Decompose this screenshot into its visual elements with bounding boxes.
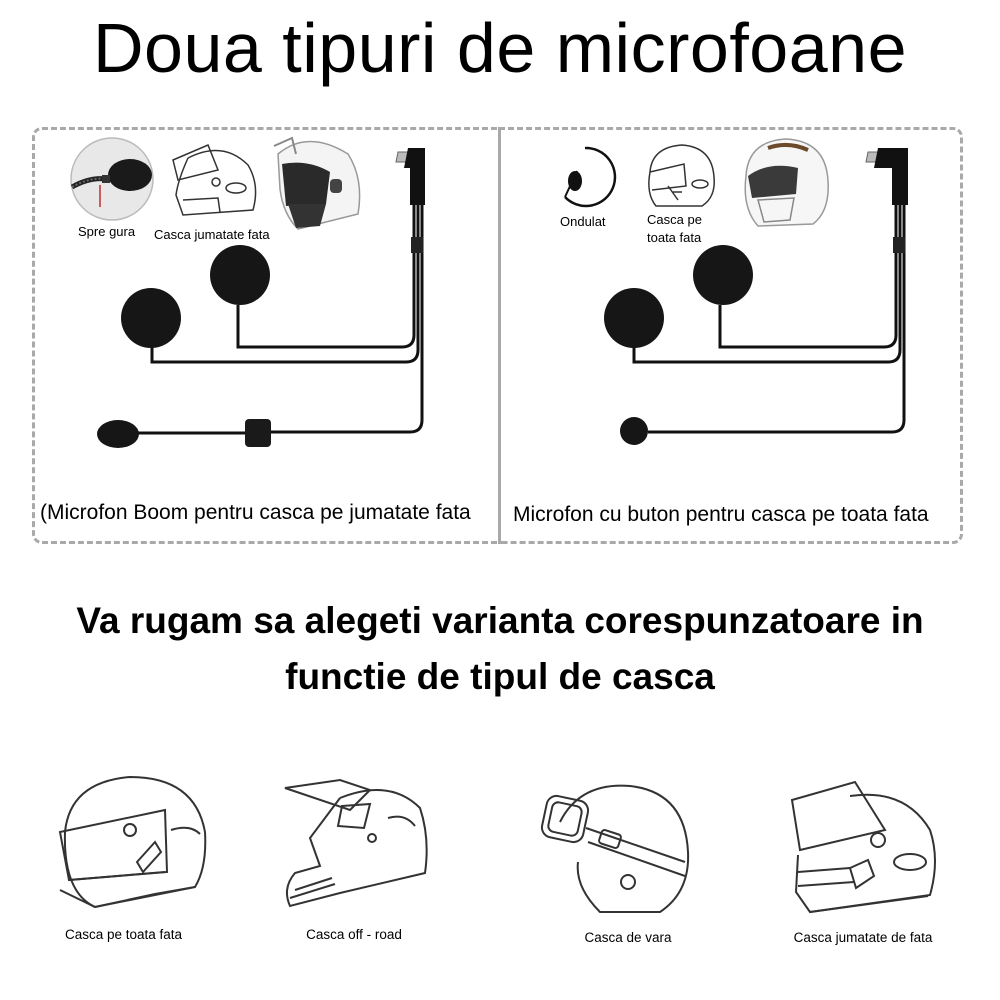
full-face-helmet-label-part: toata fata xyxy=(647,230,702,245)
full-face-helmet-label-bottom: Casca pe toata fata xyxy=(64,927,183,942)
half-face-helmet-label-bottom: Casca jumatate de fata xyxy=(793,930,933,945)
summer-helmet-label: Casca de vara xyxy=(584,930,672,945)
off-road-helmet-label: Casca off - road xyxy=(306,927,402,942)
advice-line-1: Va rugam sa alegeti varianta corespunzatoare in xyxy=(76,600,924,641)
wavy-mic-label: Ondulat xyxy=(560,214,606,229)
full-face-helmet-icon xyxy=(55,772,210,917)
half-face-helmet-label: Casca jumatate fata xyxy=(154,227,270,242)
full-face-helmet-label-part: Casca pe xyxy=(647,212,702,227)
summer-helmet-icon xyxy=(540,782,690,917)
half-face-helmet-icon xyxy=(790,780,940,918)
mouth-mic-label: Spre gura xyxy=(78,224,136,239)
left-caption: (Microfon Boom pentru casca pe jumatate fata xyxy=(40,501,471,524)
off-road-helmet-icon xyxy=(280,778,430,908)
right-caption: Microfon cu buton pentru casca pe toata fata xyxy=(513,503,929,526)
advice-line-2: functie de tipul de casca xyxy=(285,656,715,697)
page-title: Doua tipuri de microfoane xyxy=(92,9,908,87)
